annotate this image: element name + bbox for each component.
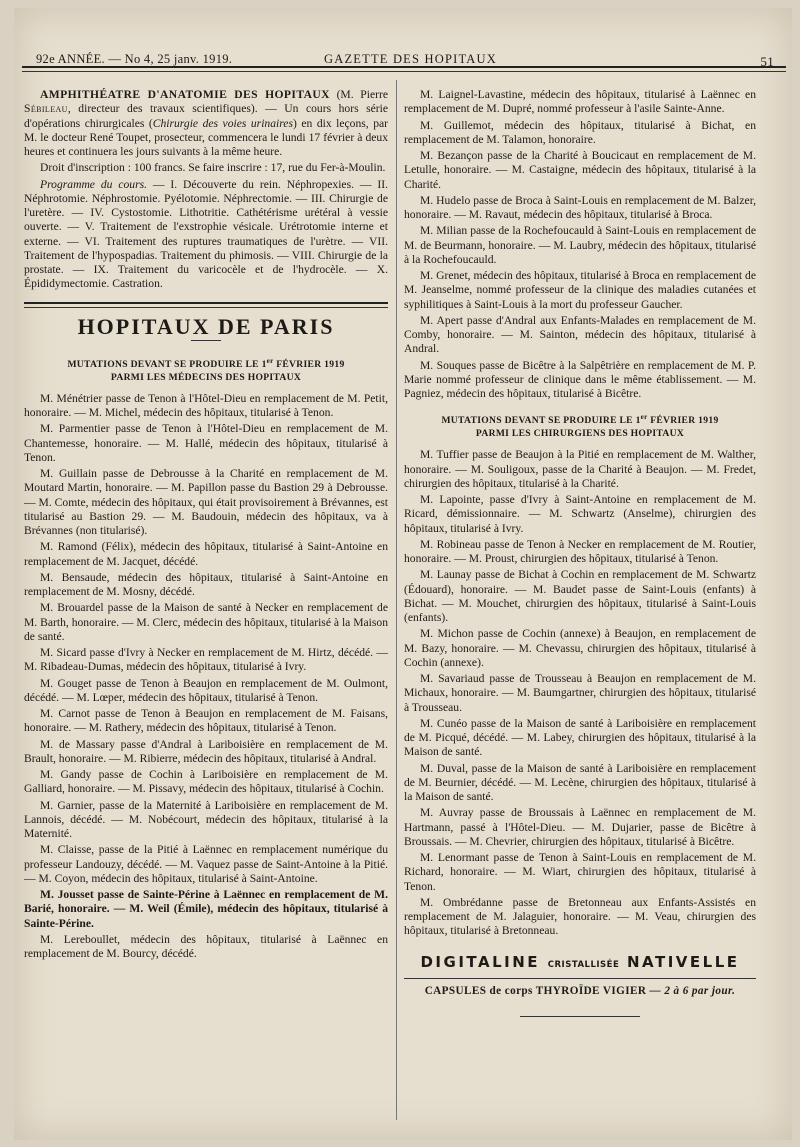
digitaline-ad: DIGITALINE CRISTALLISÉE NATIVELLE — [420, 952, 740, 971]
mutation-entry: M. Launay passe de Bichat à Cochin en remplacement de M. Schwartz (Édouard), honoraire. — M. Baudet passe de Saint-Louis (enfants) à Bichat. — M. Mouchet, chirurgien des hôpitaux, titularisé à Saint-Louis (enfants). — [404, 568, 756, 625]
mutation-entry: M. Lapointe, passe d'Ivry à Saint-Antoine en remplacement de M. Ricard, démissionnaire. — M. Schwartz (Anselme), chirurgien des hôpitaux, titularisé à Ivry. — [404, 493, 756, 535]
section-rule-thin — [24, 307, 388, 308]
advertisement — [404, 952, 756, 1018]
mutation-entry: M. Gouget passe de Tenon à Beaujon en remplacement de M. Oulmont, décédé. — M. Lœper, médecin des hôpitaux, titularisé à Tenon. — [24, 676, 388, 704]
section-title: HOPITAUX DE PARIS — [77, 313, 335, 339]
mutation-entry: M. Hudelo passe de Broca à Saint-Louis en remplacement de M. Balzer, honoraire. — M. Ravaut, médecin des hôpitaux, titularisé à Broca. — [404, 193, 756, 221]
right-column — [404, 88, 756, 1017]
mutation-entry: M. Jousset passe de Sainte-Périne à Laënnec en remplacement de M. Barié, honoraire. — M. Weil (Émile), médecin des hôpitaux, titularisé à Sainte-Périne. — [24, 888, 388, 930]
mutation-entry: M. Savariaud passe de Trousseau à Beaujon en remplacement de M. Michaux, honoraire. — M. Baumgartner, chirurgien des hôpitaux, titularisé à Trousseau. — [404, 672, 756, 714]
mutation-entry: M. Milian passe de la Rochefoucauld à Saint-Louis en remplacement de M. de Beurmann, honoraire. — M. Laubry, médecin des hôpitaux, titularisé à la Rochefoucauld. — [404, 224, 756, 266]
column-divider — [396, 80, 397, 1120]
mutation-entry: M. Claisse, passe de la Pitié à Laënnec en remplacement numérique du professeur Landouzy, décédé. — M. Vaquez passe de Saint-Antoine à la Pitié. — M. Coyon, médecin des hôpitaux, titularisé à Saint-Antoine. — [24, 843, 388, 885]
amphitheatre-notice — [24, 88, 388, 292]
mutation-entry: M. Apert passe d'Andral aux Enfants-Malades en remplacement de M. Comby, honoraire. — M. Sainton, médecin des hôpitaux, titularisé à Andral. — [404, 313, 756, 356]
mutation-entry: M. Tuffier passe de Beaujon à la Pitié en remplacement de M. Walther, honoraire. — M. Souligoux, passe de la Charité à Beaujon. — M. Fredet, chirurgien des hôpitaux, titularisé à la Charité. — [404, 448, 756, 490]
mutation-entry: M. Lenormant passe de Tenon à Saint-Louis en remplacement de M. Richard, honoraire. — M. Wiart, chirurgien des hôpitaux, titularisé à Tenon. — [404, 851, 756, 893]
mutation-entry: M. Parmentier passe de Tenon à l'Hôtel-Dieu en remplacement de M. Chantemesse, honoraire. — M. Hallé, médecin des hôpitaux, titularisé à Tenon. — [24, 422, 388, 464]
mutation-entry: M. Souques passe de Bicêtre à la Salpêtrière en remplacement de M. P. Marie nommé professeur de clinique dans le même établissement. — M. Pagniez, médecin des hôpitaux, titularisé à Bicêtre. — [404, 358, 756, 400]
mutation-entry: M. Brouardel passe de la Maison de santé à Necker en remplacement de M. Barth, honoraire. — M. Clerc, médecin des hôpitaux, titularisé à la Maison de santé. — [24, 601, 388, 643]
mutation-entry: M. Bezançon passe de la Charité à Boucicaut en remplacement de M. Letulle, honoraire. — M. Castaigne, médecin des hôpitaux, titularisé à la Charité. — [404, 149, 756, 191]
mutation-entry: M. Robineau passe de Tenon à Necker en remplacement de M. Routier, honoraire. — M. Proust, chirurgien des hôpitaux, titularisé à Tenon. — [404, 537, 756, 566]
mutation-entry: M. Guillemot, médecin des hôpitaux, titularisé à Bichat, en remplacement de M. Talamon, honoraire. — [404, 118, 756, 146]
mutation-entry: M. Lereboullet, médecin des hôpitaux, titularisé à Laënnec en remplacement de M. Bourcy, décédé. — [24, 932, 388, 961]
mutation-entry: M. de Massary passe d'Andral à Lariboisière en remplacement de M. Brault, honoraire. — M. Ribierre, médecin des hôpitaux, titularisé à Andral. — [24, 737, 388, 765]
mutation-entry: M. Sicard passe d'Ivry à Necker en remplacement de M. Hirtz, décédé. — M. Ribadeau-Dumas, médecin des hôpitaux, titularisé à Ivry. — [24, 646, 388, 674]
mutation-entry: M. Guillain passe de Debrousse à la Charité en remplacement de M. Moutard Martin, honoraire. — M. Papillon passe du Bastion 29 à Debrousse. — M. Comte, médecin des hôpitaux, qui était provisoirement à Brévannes, est titularisé au Bastion 29. — M. Baudouin, médecin des hôpitaux, va à Brévannes (non titularisé). — [24, 467, 388, 538]
thyroide-ad: CAPSULES de corps THYROÏDE VIGIER — 2 à 6 par jour. — [404, 978, 756, 998]
mutation-entry: M. Michon passe de Cochin (annexe) à Beaujon, en remplacement de M. Bazy, honoraire. — M. Chevassu, chirurgien des hôpitaux, titularisé à Cochin (annexe). — [404, 627, 756, 669]
page-number: 51 — [760, 54, 774, 69]
left-column — [24, 88, 388, 963]
mutation-entry: M. Duval, passe de la Maison de santé à Lariboisière en remplacement de M. Beurnier, décédé. — M. Lecène, chirurgien des hôpitaux, titularisé à la Maison de santé. — [404, 761, 756, 804]
mutation-entry: M. Garnier, passe de la Maternité à Lariboisière en remplacement de M. Lannois, décédé. — M. Nobécourt, médecin des hôpitaux, titularisé à la Maternité. — [24, 798, 388, 841]
ad-ornament-rule — [520, 1016, 640, 1017]
mutation-entry: M. Cunéo passe de la Maison de santé à Lariboisière en remplacement de M. Picqué, décédé. — M. Labey, chirurgien des hôpitaux, titularisé à la Maison de santé. — [404, 716, 756, 759]
mutation-entry: M. Ombrédanne passe de Bretonneau aux Enfants-Assistés en remplacement de M. Jalaguier, honoraire. — M. Veau, chirurgien des hôpitaux, titularisé à Bretonneau. — [404, 895, 756, 938]
mutation-entry: M. Bensaude, médecin des hôpitaux, titularisé à Saint-Antoine en remplacement de M. Mosny, décédé. — [24, 570, 388, 599]
programme-paragraph: Programme du cours. — I. Découverte du rein. Néphropexies. — II. Néphrotomie. Néphrostomie. Pyélotomie. Néphrectomie. — III. Chirurgie de l'uretère. — IV. Cystostomie. Lithotritie. Cathétérisme urétéral à vessie ouverte. — V. Traitement de l'exstrophie vésicale. Urétrotomie interne et externe. — VI. Traitement des ruptures traumatiques de l'urètre. — VII. Traitement de l'hypospadias. Traitement du phimosis. — VIII. Chirurgie de la prostate. — IX. Traitement du varicocèle et de l'hydrocèle. — X. Épididymectomie. Castration. — [24, 177, 388, 291]
issue-info: 92e ANNÉE. — No 4, 25 janv. 1919. — [36, 52, 233, 66]
mutation-entry: M. Gandy passe de Cochin à Lariboisière en remplacement de M. Galliard, honoraire. — M. Pissavy, médecin des hôpitaux, titularisé à Cochin. — [24, 768, 388, 796]
amphitheatre-paragraph: AMPHITHÉATRE D'ANATOMIE DES HOPITAUX (M. Pierre Sébileau, directeur des travaux scientifiques). — Un cours hors série d'opérations chirurgicales (Chirurgie des voies urinaires) en dix leçons, par M. le docteur René Toupet, prosecteur, commencera le lundi 17 février à deux heures et continuera les jours suivants à la même heure. — [24, 88, 388, 158]
medecins-subtitle: MUTATIONS DEVANT SE PRODUIRE LE 1er FÉVRIER 1919 PARMI LES MÉDECINS DES HOPITAUX — [67, 356, 345, 383]
mutation-entry: M. Ramond (Félix), médecin des hôpitaux, titularisé à Saint-Antoine en remplacement de M. Jacquet, décédé. — [24, 540, 388, 568]
publication-title: GAZETTE DES HOPITAUX — [324, 52, 497, 66]
mutation-entry: M. Laignel-Lavastine, médecin des hôpitaux, titularisé à Laënnec en remplacement de M. Dupré, nommé professeur à l'asile Sainte-Anne. — [404, 88, 756, 116]
header-rule-thin — [22, 71, 786, 72]
header-rule — [22, 66, 786, 68]
section-rule — [24, 302, 388, 304]
mutation-entry: M. Carnot passe de Tenon à Beaujon en remplacement de M. Faisans, honoraire. — M. Rathery, médecin des hôpitaux, titularisé à Tenon. — [24, 707, 388, 735]
page-header — [36, 48, 778, 72]
mutation-entry: M. Grenet, médecin des hôpitaux, titularisé à Broca en remplacement de M. Jeanselme, nommé professeur de la clinique des maladies cutanées et syphilitiques à Saint-Louis à la mort du professeur Gaucher. — [404, 269, 756, 311]
mutation-entry: M. Ménétrier passe de Tenon à l'Hôtel-Dieu en remplacement de M. Petit, honoraire. — M. Michel, médecin des hôpitaux, titularisé à Tenon. — [24, 391, 388, 420]
amphitheatre-heading: AMPHITHÉATRE D'ANATOMIE DES HOPITAUX — [40, 88, 330, 101]
inscription-paragraph: Droit d'inscription : 100 francs. Se faire inscrire : 17, rue du Fer-à-Moulin. — [40, 161, 386, 175]
mutation-entry: M. Auvray passe de Broussais à Laënnec en remplacement de M. Hartmann, passé à l'Hôtel-Dieu. — M. Dujarier, passe de Bicêtre à Broussais. — M. Chevrier, chirurgien des hôpitaux, titularisé à Bicêtre. — [404, 806, 756, 848]
title-underline — [191, 340, 221, 341]
chirurgiens-subtitle: MUTATIONS DEVANT SE PRODUIRE LE 1er FÉVRIER 1919 PARMI LES CHIRURGIENS DES HOPITAUX — [441, 413, 719, 440]
